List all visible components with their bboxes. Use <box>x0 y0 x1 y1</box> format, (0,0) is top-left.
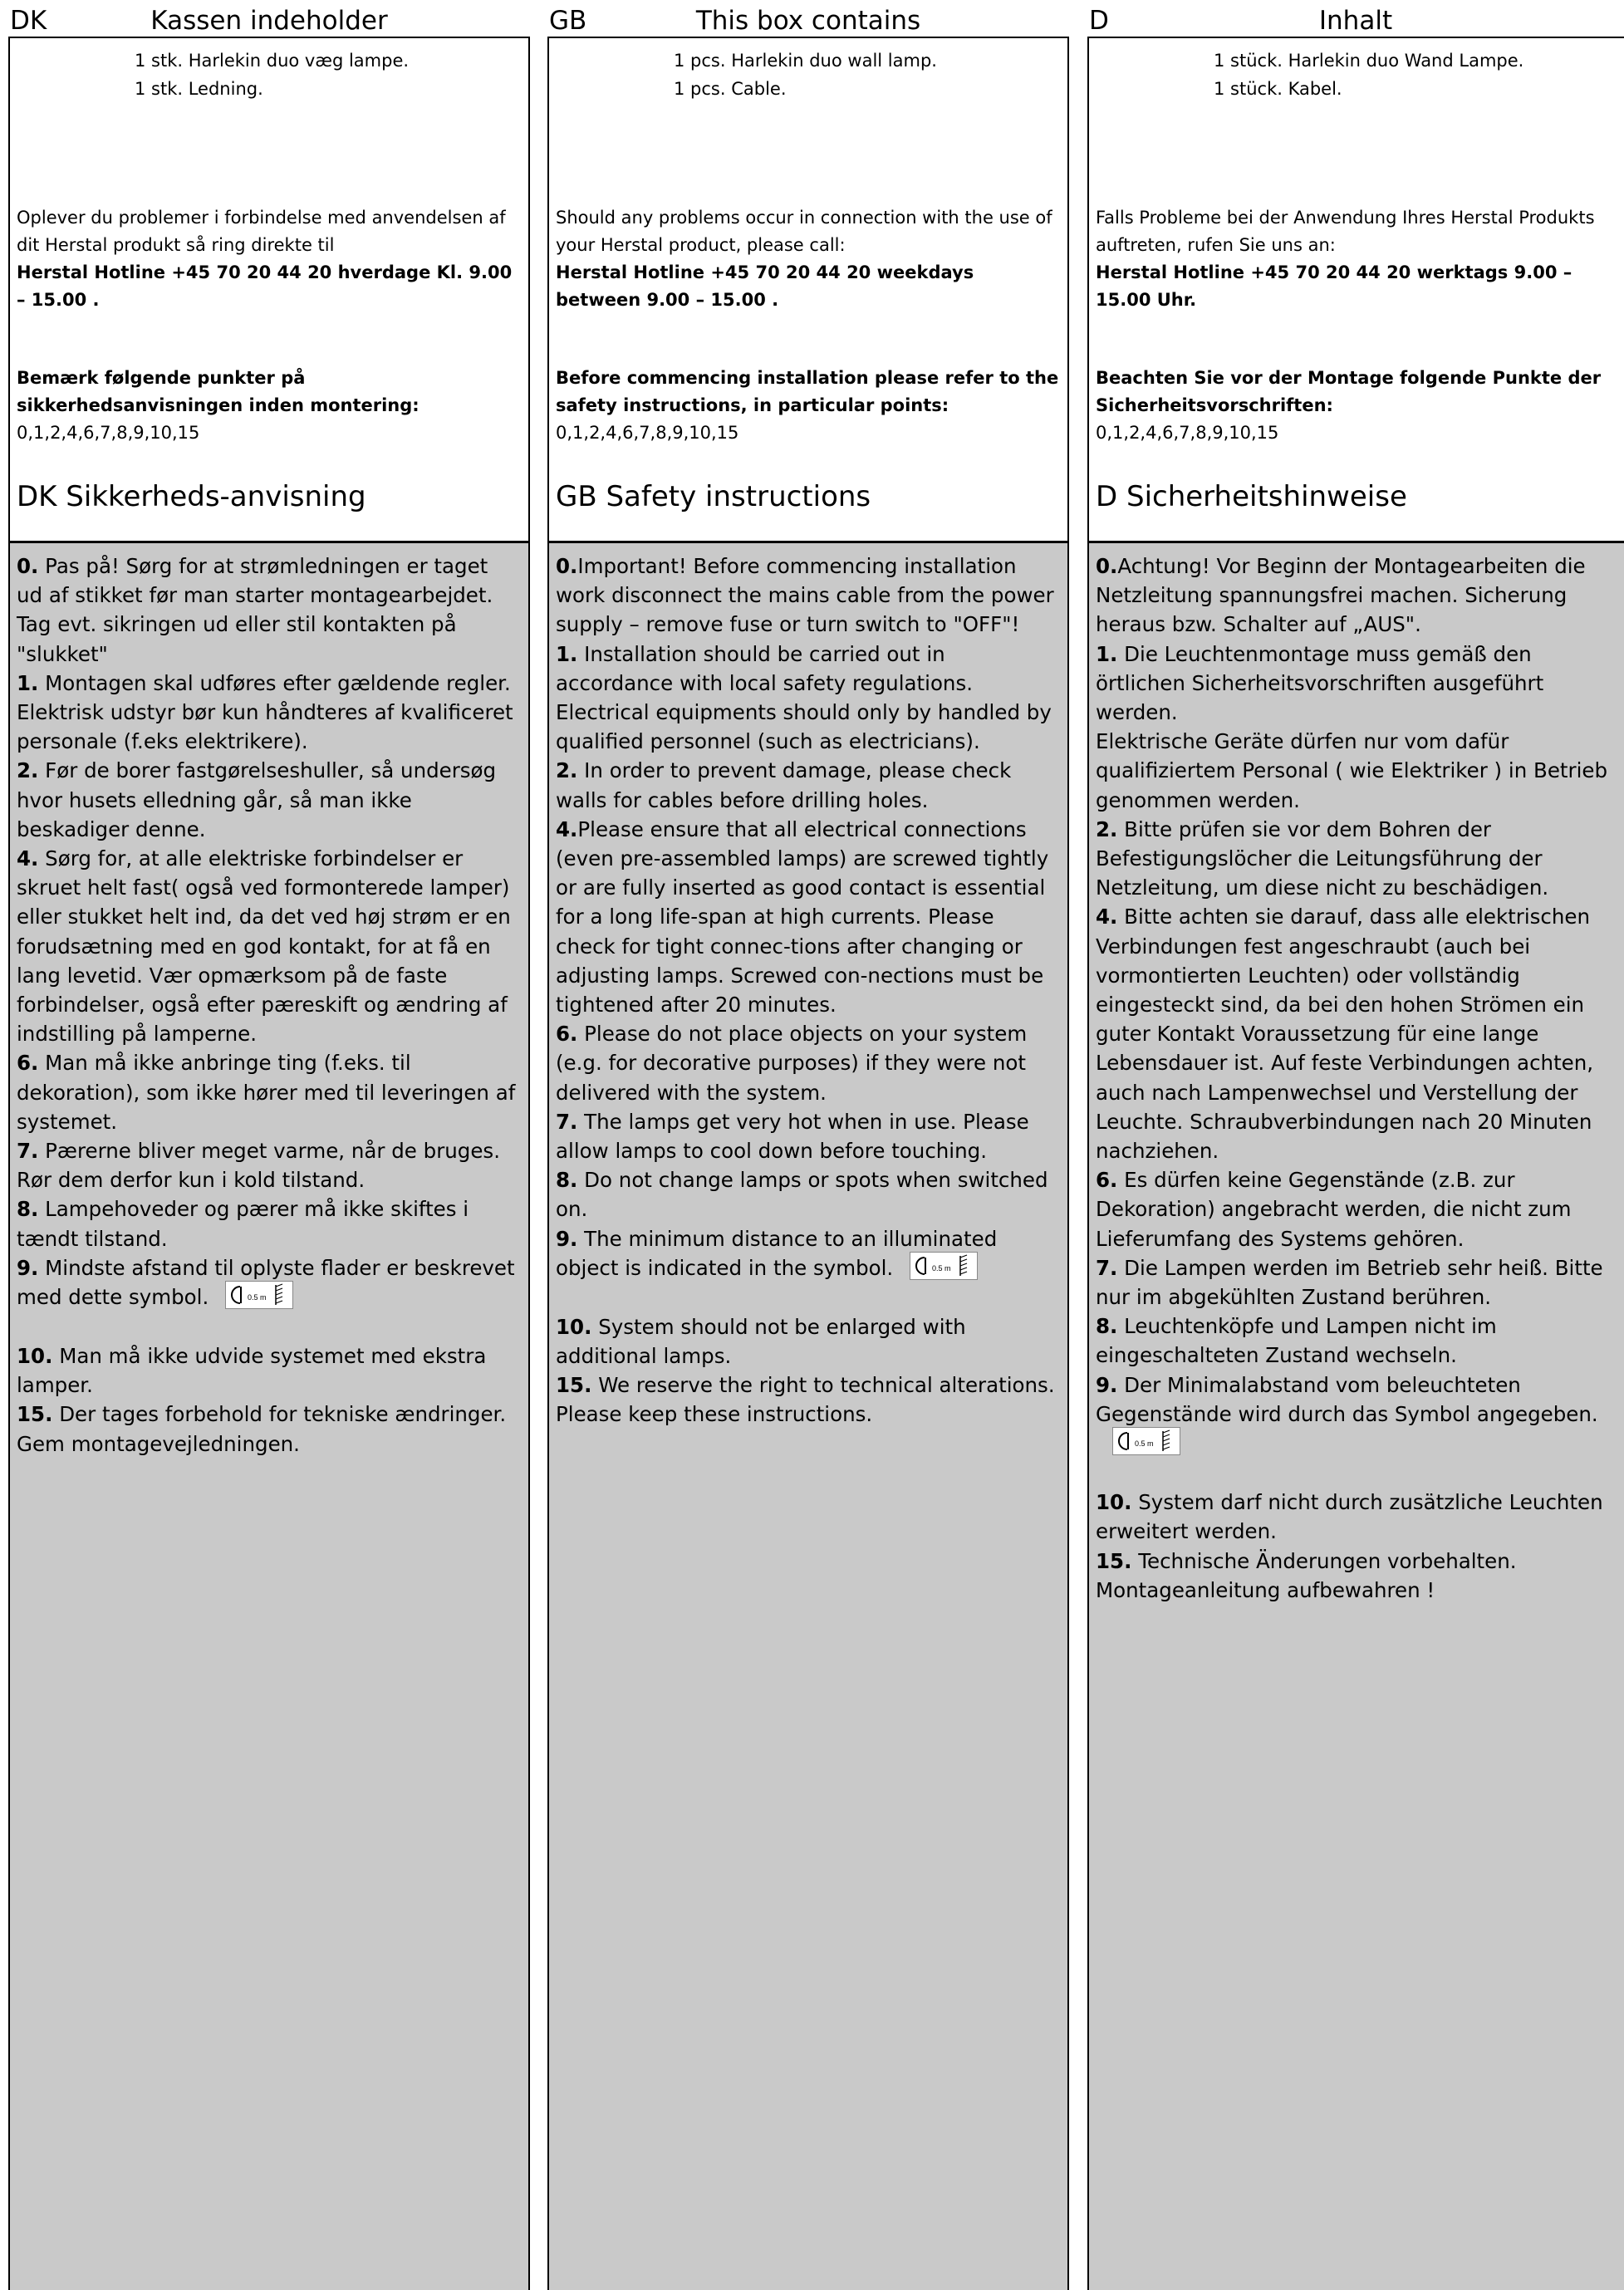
distance-symbol-label: 0.5 m <box>248 1293 267 1302</box>
instruction-text: Do not change lamps or spots when switched on. <box>556 1168 1048 1222</box>
instruction-item <box>17 1136 520 1194</box>
instruction-text: Please do not place objects on your system (e.g. for decorative purposes) if they were not delivered with the system. <box>556 1022 1028 1105</box>
instruction-number: 1. <box>1096 641 1118 666</box>
instruction-item <box>17 1400 520 1458</box>
instruction-number: 15. <box>17 1402 53 1427</box>
safety-note <box>17 365 522 447</box>
column-header <box>1087 5 1624 37</box>
safety-note-points: 0,1,2,4,6,7,8,9,10,15 <box>17 423 200 443</box>
instruction-item <box>1096 1371 1616 1459</box>
contents-list <box>10 47 528 103</box>
distance-symbol-label: 0.5 m <box>932 1263 951 1272</box>
support-paragraph <box>17 204 522 314</box>
instruction-number: 7. <box>556 1109 578 1134</box>
instructions-panel <box>8 541 530 2290</box>
instruction-text: Bitte prüfen sie vor dem Bohren der Befestigungslöcher die Leitungsführung der Netzleitung, um diese nicht zu beschädigen. <box>1096 816 1549 900</box>
distance-symbol-icon <box>225 1281 293 1309</box>
safety-heading: DK Sikkerheds-anvisning <box>17 480 366 513</box>
safety-note <box>1096 365 1617 447</box>
instruction-text: Der tages forbehold for tekniske ændringer. Gem montagevejledningen. <box>17 1402 507 1456</box>
contents-item: 1 pcs. Harlekin duo wall lamp. <box>674 51 937 71</box>
problem-text: Oplever du problemer i forbindelse med anvendelsen af dit Herstal produkt så ring direkte til <box>17 208 506 255</box>
instruction-text: Important! Before commencing installation work disconnect the mains cable from the power supply – remove fuse or turn switch to "OFF"! <box>556 554 1054 637</box>
instruction-text: Achtung! Vor Beginn der Montagearbeiten die Netzleitung spannungsfrei machen. Sicherung heraus bzw. Schalter auf „AUS". <box>1096 554 1586 637</box>
language-code: D <box>1089 6 1109 36</box>
instruction-number: 6. <box>1096 1168 1118 1193</box>
column-header <box>547 5 1069 37</box>
instruction-text: Sørg for, at alle elektriske forbindelser er skruet helt fast( også ved formonterede lamper) eller stukket helt ind, da det ved høj strøm er en forudsætning med en god kontakt, for at få en lang levetid. Vær opmærksom på de faste forbindelser, også efter pæreskift og ændring af indstilling på lamperne. <box>17 846 511 1047</box>
instructions-panel <box>547 541 1069 2290</box>
instruction-item <box>17 552 520 669</box>
instruction-item <box>556 640 1059 698</box>
instruction-text: Elektrische Geräte dürfen nur vom dafür qualifiziertem Personal ( wie Elektriker ) in Betrieb genommen werden. <box>1096 729 1608 812</box>
instruction-item <box>1096 552 1616 640</box>
instruction-item <box>556 1165 1059 1223</box>
instruction-text: Mindste afstand til oplyste flader er beskrevet med dette symbol. <box>17 1255 515 1310</box>
instruction-spacer <box>556 1283 1059 1312</box>
instruction-text: Pas på! Sørg for at strømledningen er taget ud af stikket før man starter montagearbejdet. Tag evt. sikringen ud eller stil kontakten på "slukket" <box>17 554 493 666</box>
instruction-number: 1. <box>556 641 578 666</box>
distance-symbol-icon <box>910 1252 978 1280</box>
instruction-item <box>17 1341 520 1400</box>
instruction-text: Man må ikke udvide systemet med ekstra lamper. <box>17 1344 487 1398</box>
language-code: GB <box>549 6 587 36</box>
instruction-text: Der Minimalabstand vom beleuchteten Gegenstände wird durch das Symbol angegeben. <box>1096 1372 1598 1426</box>
instruction-number: 4. <box>17 846 39 871</box>
instruction-item <box>17 1194 520 1253</box>
info-box <box>547 37 1069 541</box>
contents-item: 1 stück. Harlekin duo Wand Lampe. <box>1214 51 1524 71</box>
instruction-number: 0. <box>556 554 578 578</box>
instruction-item <box>556 815 1059 1019</box>
instruction-item <box>17 1048 520 1136</box>
instruction-number: 10. <box>556 1314 592 1339</box>
instruction-text: Man må ikke anbringe ting (f.eks. til dekoration), som ikke hører med til leveringen af systemet. <box>17 1051 516 1134</box>
column-dk <box>8 0 530 2290</box>
instruction-text: Installation should be carried out in accordance with local safety regulations. <box>556 641 974 695</box>
safety-note-points: 0,1,2,4,6,7,8,9,10,15 <box>1096 423 1279 443</box>
instruction-item <box>17 1253 520 1312</box>
safety-note-text: Beachten Sie vor der Montage folgende Punkte der Sicherheitsvorschriften: <box>1096 368 1602 415</box>
instruction-text: Bitte achten sie darauf, dass alle elektrischen Verbindungen fest angeschraubt (auch bei vormontierten Leuchten) oder vollständig eingesteckt sind, da bei den hohen Strömen ein guter Kontakt Voraussetzung für eine lange Lebensdauer ist. Auf feste Verbindungen achten, auch nach Lampenwechsel und Verstellung der Leuchte. Schraubverbindungen nach 20 Minuten nachziehen. <box>1096 905 1594 1164</box>
instructions-panel <box>1087 541 1624 2290</box>
instruction-text: We reserve the right to technical alterations. Please keep these instructions. <box>556 1373 1055 1427</box>
column-d <box>1087 0 1624 2290</box>
instruction-item <box>17 756 520 844</box>
support-paragraph <box>1096 204 1617 314</box>
instruction-text: In order to prevent damage, please check walls for cables before drilling holes. <box>556 758 1012 812</box>
instruction-item <box>1096 727 1616 815</box>
instruction-item <box>556 1224 1059 1283</box>
instruction-number: 0. <box>17 554 39 578</box>
safety-heading: D Sicherheitshinweise <box>1096 480 1407 513</box>
hotline-text: Herstal Hotline +45 70 20 44 20 hverdage Kl. 9.00 – 15.00 . <box>17 262 513 310</box>
info-box <box>8 37 530 541</box>
instruction-number: 15. <box>556 1373 592 1398</box>
instruction-text: Montagen skal udføres efter gældende regler. Elektrisk udstyr bør kun håndteres af kvalificeret personale (f.eks elektrikere). <box>17 670 513 754</box>
safety-note <box>556 365 1061 447</box>
instruction-item <box>1096 815 1616 903</box>
instruction-text: Please ensure that all electrical connections (even pre-assembled lamps) are screwed tightly or are fully inserted as good contact is essential for a long life-span at high currents. Please check for tight connec-tions after changing or adjusting lamps. Screwed con-nections must be tightened after 20 minutes. <box>556 816 1049 1018</box>
instruction-number: 9. <box>556 1226 578 1251</box>
instruction-item <box>556 1107 1059 1165</box>
safety-note-points: 0,1,2,4,6,7,8,9,10,15 <box>556 423 739 443</box>
instruction-number: 10. <box>1096 1490 1132 1515</box>
instruction-spacer <box>17 1312 520 1341</box>
problem-text: Falls Probleme bei der Anwendung Ihres Herstal Produkts auftreten, rufen Sie uns an: <box>1096 208 1595 255</box>
instruction-text: System should not be enlarged with additional lamps. <box>556 1314 966 1369</box>
instruction-number: 2. <box>1096 816 1118 841</box>
instruction-text: Technische Änderungen vorbehalten. Montageanleitung aufbewahren ! <box>1096 1548 1517 1602</box>
instruction-number: 4. <box>556 816 578 841</box>
instruction-text: Leuchtenköpfe und Lampen nicht im eingeschalteten Zustand wechseln. <box>1096 1314 1497 1368</box>
instruction-item <box>1096 902 1616 1165</box>
instruction-text: Lampehoveder og pærer må ikke skiftes i tændt tilstand. <box>17 1197 469 1251</box>
instruction-item <box>1096 1165 1616 1253</box>
instructions-list <box>556 552 1059 1429</box>
instruction-text: System darf nicht durch zusätzliche Leuchten erweitert werden. <box>1096 1490 1603 1544</box>
contents-item: 1 pcs. Cable. <box>674 79 787 99</box>
instruction-number: 6. <box>17 1051 39 1076</box>
instruction-spacer <box>1096 1459 1616 1488</box>
instruction-number: 0. <box>1096 554 1118 578</box>
instruction-number: 8. <box>556 1168 578 1193</box>
instruction-item <box>1096 1488 1616 1546</box>
contents-list <box>549 47 1067 103</box>
instruction-number: 15. <box>1096 1548 1132 1573</box>
column-gb <box>547 0 1069 2290</box>
instruction-number: 6. <box>556 1022 578 1047</box>
instruction-item <box>1096 640 1616 728</box>
problem-text: Should any problems occur in connection with the use of your Herstal product, please call: <box>556 208 1052 255</box>
instruction-text: Før de borer fastgørelseshuller, så undersøg hvor husets elledning går, så man ikke beskadiger denne. <box>17 758 497 841</box>
box-contents-title: Kassen indeholder <box>150 6 388 36</box>
instruction-text: Pærerne bliver meget varme, når de bruges. Rør dem derfor kun i kold tilstand. <box>17 1139 500 1193</box>
instruction-number: 7. <box>1096 1255 1118 1280</box>
instruction-number: 1. <box>17 670 39 695</box>
instruction-item <box>556 1312 1059 1371</box>
instruction-item <box>556 756 1059 814</box>
box-contents-title: Inhalt <box>1318 6 1393 36</box>
instruction-text: Electrical equipments should only by handled by qualified personnel (such as electricians). <box>556 700 1052 754</box>
safety-note-text: Bemærk følgende punkter på sikkerhedsanvisningen inden montering: <box>17 368 419 415</box>
hotline-text: Herstal Hotline +45 70 20 44 20 werktags 9.00 – 15.00 Uhr. <box>1096 262 1572 310</box>
instruction-number: 2. <box>556 758 578 783</box>
instructions-list <box>17 552 520 1459</box>
instruction-text: Es dürfen keine Gegenstände (z.B. zur Dekoration) angebracht werden, die nicht zum Lieferumfang des Systems gehören. <box>1096 1168 1572 1251</box>
column-header <box>8 5 530 37</box>
instruction-item <box>1096 1253 1616 1312</box>
contents-item: 1 stk. Ledning. <box>135 79 263 99</box>
safety-note-text: Before commencing installation please refer to the safety instructions, in particular points: <box>556 368 1059 415</box>
hotline-text: Herstal Hotline +45 70 20 44 20 weekdays between 9.00 – 15.00 . <box>556 262 974 310</box>
instruction-text: The lamps get very hot when in use. Please allow lamps to cool down before touching. <box>556 1109 1029 1164</box>
instruction-item <box>1096 1312 1616 1370</box>
instruction-item <box>556 1019 1059 1107</box>
instruction-text: Die Lampen werden im Betrieb sehr heiß. Bitte nur im abgekühlten Zustand berühren. <box>1096 1255 1603 1310</box>
instructions-list <box>1096 552 1616 1605</box>
instruction-number: 9. <box>1096 1372 1118 1397</box>
instruction-item <box>556 552 1059 640</box>
distance-symbol-label: 0.5 m <box>1135 1439 1154 1449</box>
instruction-item <box>17 669 520 757</box>
instruction-number: 8. <box>17 1197 39 1222</box>
instruction-number: 9. <box>17 1255 39 1280</box>
instruction-item <box>1096 1547 1616 1605</box>
safety-heading: GB Safety instructions <box>556 480 871 513</box>
instruction-item <box>556 698 1059 756</box>
distance-symbol-icon <box>1112 1427 1180 1455</box>
instruction-text: Die Leuchtenmontage muss gemäß den örtlichen Sicherheitsvorschriften ausgeführt werden. <box>1096 641 1544 725</box>
language-code: DK <box>10 6 47 36</box>
contents-item: 1 stk. Harlekin duo væg lampe. <box>135 51 410 71</box>
instruction-number: 10. <box>17 1344 53 1369</box>
instruction-text: The minimum distance to an illuminated object is indicated in the symbol. <box>556 1226 998 1280</box>
support-paragraph <box>556 204 1061 314</box>
contents-item: 1 stück. Kabel. <box>1214 79 1342 99</box>
info-box <box>1087 37 1624 541</box>
instruction-number: 7. <box>17 1139 39 1164</box>
instruction-number: 2. <box>17 758 39 783</box>
instruction-item <box>556 1371 1059 1429</box>
box-contents-title: This box contains <box>695 6 921 36</box>
instruction-item <box>17 844 520 1048</box>
contents-list <box>1089 47 1624 103</box>
instruction-number: 8. <box>1096 1314 1118 1339</box>
instruction-number: 4. <box>1096 905 1118 929</box>
